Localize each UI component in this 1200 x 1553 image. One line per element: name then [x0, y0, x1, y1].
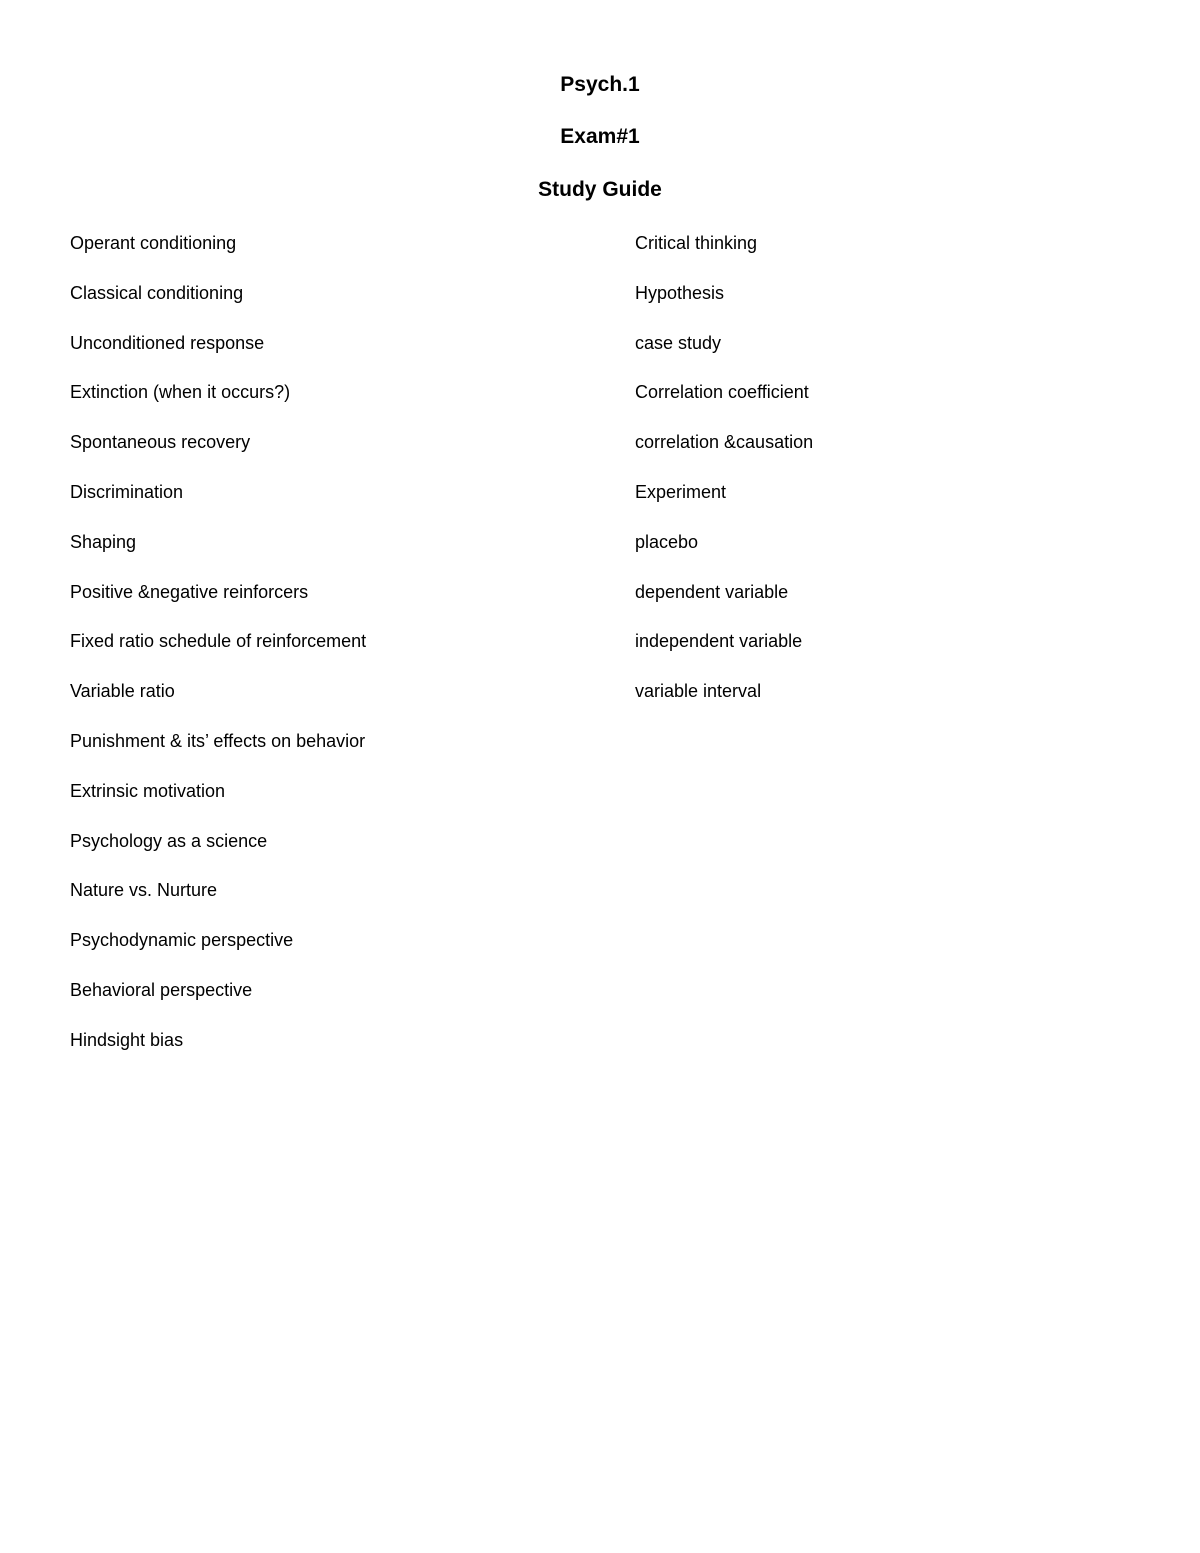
term-item: Discrimination [70, 481, 184, 502]
term-item: Hypothesis [635, 282, 725, 303]
term-item: variable interval [635, 681, 762, 702]
term-item: Psychodynamic perspective [70, 930, 294, 951]
term-item: Spontaneous recovery [70, 432, 251, 453]
exam-title: Exam#1 [560, 125, 640, 148]
term-item: Positive &negative reinforcers [70, 581, 309, 602]
term-item: Extrinsic motivation [70, 780, 226, 801]
course-title: Psych.1 [560, 73, 640, 96]
term-item: Critical thinking [635, 233, 758, 253]
term-item: Operant conditioning [70, 233, 237, 253]
right-term-list [635, 230, 1135, 728]
term-item: Variable ratio [70, 681, 175, 702]
term-item: Behavioral perspective [70, 979, 253, 1000]
left-term-list [70, 230, 590, 1077]
term-item: Nature vs. Nurture [70, 880, 218, 901]
term-item: Correlation coefficient [635, 382, 809, 403]
term-item: Shaping [70, 531, 137, 552]
term-item: Psychology as a science [70, 830, 268, 851]
term-item: Hindsight bias [70, 1029, 184, 1050]
term-item: placebo [635, 531, 699, 552]
term-item: Unconditioned response [70, 332, 265, 353]
term-item: Extinction (when it occurs?) [70, 382, 291, 403]
study-guide-title: Study Guide [538, 178, 662, 201]
term-item: case study [635, 332, 722, 353]
term-item: Punishment & its’ effects on behavior [70, 730, 366, 751]
term-item: Experiment [635, 481, 727, 502]
term-item: dependent variable [635, 581, 789, 602]
term-item: Fixed ratio schedule of reinforcement [70, 631, 367, 652]
term-item: correlation &causation [635, 432, 814, 453]
term-item: Classical conditioning [70, 282, 244, 303]
term-item: independent variable [635, 631, 803, 652]
